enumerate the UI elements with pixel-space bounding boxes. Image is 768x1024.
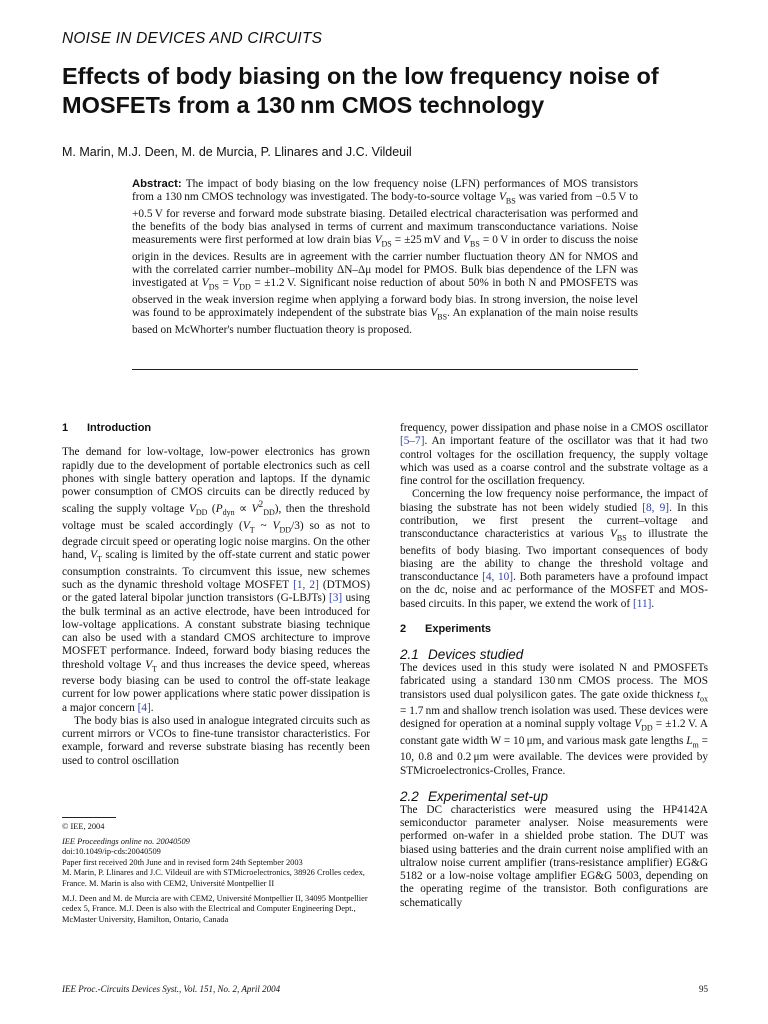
affiliation-note-2: M.J. Deen and M. de Murcia are with CEM2, Université Montpellier II, 34095 Montpellier cedex 5, France. M.J. Deen is also with the Electrical and Computer Engineering Dept., McMaster University, Hamilton, Ontario, Canada (62, 893, 368, 924)
setup-heading (400, 789, 708, 804)
proceedings-note: IEE Proceedings online no. 20040509 (62, 836, 190, 846)
intro-paragraph-1: The demand for low-voltage, low-power electronics has grown rapidly due to the development of portable electronics such as cell phones with single battery operation and laptops. If the dynamic power consumption of CMOS circuits can be directly reduced by scaling the supply voltage $V_{DD}$ $(P_{dyn} \propto V^2_{DD})$, then the threshold voltage must be scaled accordingly ($V_T$ ~ $V_{DD}/3$) so as not to degrade circuit speed or operating logic noise margins. On the other hand, $V_T$ scaling is limited by the off-state current and static power consumption constraints. To circumvent this issue, new schemes such as the dynamic threshold voltage MOSFET [1, 2] (DTMOS) or the gated lateral bipolar junction transistors (G-LBJTs) [3] using the bulk terminal as an active electrode, have been introduced for low-voltage applications. A constant substrate biasing technique can also be used with a standard CMOS architecture to improve MOSFET performance. Indeed, forward body biasing reduces the threshold voltage $V_T$ and thus increases the device speed, whereas reverse body biasing can be used to control the off-state leakage current for low power applications where static power dissipation is a major concern [4]. (62, 446, 371, 714)
experiments-section-number: 2 (400, 622, 407, 635)
devices-studied-paragraph: The devices used in this study were isolated N and PMOSFETs fabricated using a standard 130 nm CMOS process. The MOS transistors used dual polysilicon gates. The gate oxide thickness $t_{ox} = 1.7$ nm and shallow trench isolation was used. These devices were designed for operation at a nominal supply voltage $V_{DD} = \pm 1.2$ V. A constant gate width W = 10 μm, and various mask gate lengths $L_m = 10$, 0.8 and 0.2 μm were available. The devices were provided by STMicroelectronics-Crolles, France. (400, 662, 708, 777)
intro-heading (62, 422, 370, 435)
page-number: 95 (699, 984, 708, 994)
devices-studied-label: Devices studied (428, 647, 524, 662)
intro-paragraph-4: Concerning the low frequency noise performance, the impact of biasing the substrate has not been widely studied [8, 9]. In this contribution, we first present the current–voltage and transconductance characteristics at various $V_{BS}$ to illustrate the benefits of body biasing. Two important consequences of body biasing are the ability to change the threshold voltage and transconductance [4, 10]. Both parameters have a profound impact on the dc, noise and ac performance of the MOSFET and MOS-based circuits. In this paper, we extend the work of [11]. (400, 488, 708, 610)
abstract-text: The impact of body biasing on the low frequency noise (LFN) performances of MOS transistors from a 130 nm CMOS technology was investigated. The body-to-source voltage $V_{BS}$ was varied from −0.5 V to +0.5 V for reverse and forward mode substrate biasing. Detailed electrical characterisation was performed and the benefits of the body bias analysed in terms of current and maximum transconductance variations. Noise measurements were first performed at low drain bias $V_{DS} = \pm 25$ mV and $V_{BS} = 0$ V in order to discuss the noise origin in the devices. Results are in agreement with the carrier number fluctuation theory ΔN for NMOS and with the correlated carrier number–mobility ΔN–Δμ model for PMOS. Bulk bias dependence of the LFN was investigated at $V_{DS} = V_{DD} = \pm 1.2$ V. Significant noise reduction of about 50% in both N and PMOSFETS was observed in the weak inversion regime when applying a forward body bias. In strong inversion, the noise level was found to be approximately independent of the substrate bias $V_{BS}$. An explanation of the main noise results based on McWhorter's number fluctuation theory is proposed. (132, 178, 639, 336)
experiments-heading-label: Experiments (425, 622, 492, 635)
copyright-note: © IEE, 2004 (62, 822, 105, 831)
affiliation-note-1: M. Marin, P. Llinares and J.C. Vildeuil are with STMicroelectronics, 38926 Crolles cedex, France. M. Marin is also with CEM2, Université Montpellier II (62, 868, 365, 888)
devices-studied-number: 2.1 (400, 647, 419, 662)
intro-section-number: 1 (62, 422, 69, 434)
intro-paragraph-2: The body bias is also used in analogue integrated circuits such as current mirrors or VCOs to fine-tune transistor characteristics. For example, forward and reverse substrate biasing has recently been used to control oscillation (62, 714, 370, 767)
setup-number: 2.2 (400, 788, 419, 804)
intro-heading-label: Introduction (87, 422, 152, 434)
setup-label: Experimental set-up (428, 788, 549, 804)
abstract-label: Abstract: (132, 178, 182, 190)
experiments-heading (400, 623, 708, 636)
section-header: NOISE IN DEVICES AND CIRCUITS (62, 30, 323, 47)
right-column (400, 422, 708, 910)
author-list: M. Marin, M.J. Deen, M. de Murcia, P. Llinares and J.C. Vildeuil (62, 145, 412, 159)
intro-paragraph-3: frequency, power dissipation and phase noise in a CMOS oscillator [5–7]. An important feature of the oscillator was that it had two control voltages for the oscillation frequency, the supply voltage which was used as a coarse control and the substrate voltage as a fine control for the oscillation frequency. (400, 422, 708, 487)
setup-paragraph: The DC characteristics were measured using the HP4142A semiconductor parameter analyser. Noise measurements were performed on-wafer in a shielded probe station. The DUT was biased using batteries and the drain current noise amplified with an ultralow noise current amplifier (trans-resistance amplifier) EG&G 5182 or a low-noise voltage amplifier EG&G 5003, depending on the operating regime of the transistor. Both configurations are schematically (400, 803, 708, 909)
abstract-divider (132, 369, 638, 370)
doi-note: doi:10.1049/ip-cds:20040509 (62, 847, 161, 857)
received-note: Paper first received 20th June and in revised form 24th September 2003 (62, 857, 303, 867)
devices-studied-heading (400, 647, 708, 662)
footnotes (62, 822, 370, 925)
abstract (132, 178, 638, 337)
left-column (62, 422, 370, 768)
footnote-divider (62, 817, 116, 818)
paper-title: Effects of body biasing on the low frequency noise of MOSFETs from a 130 nm CMOS technology (62, 63, 659, 118)
journal-footer: IEE Proc.-Circuits Devices Syst., Vol. 151, No. 2, April 2004 (62, 984, 281, 994)
